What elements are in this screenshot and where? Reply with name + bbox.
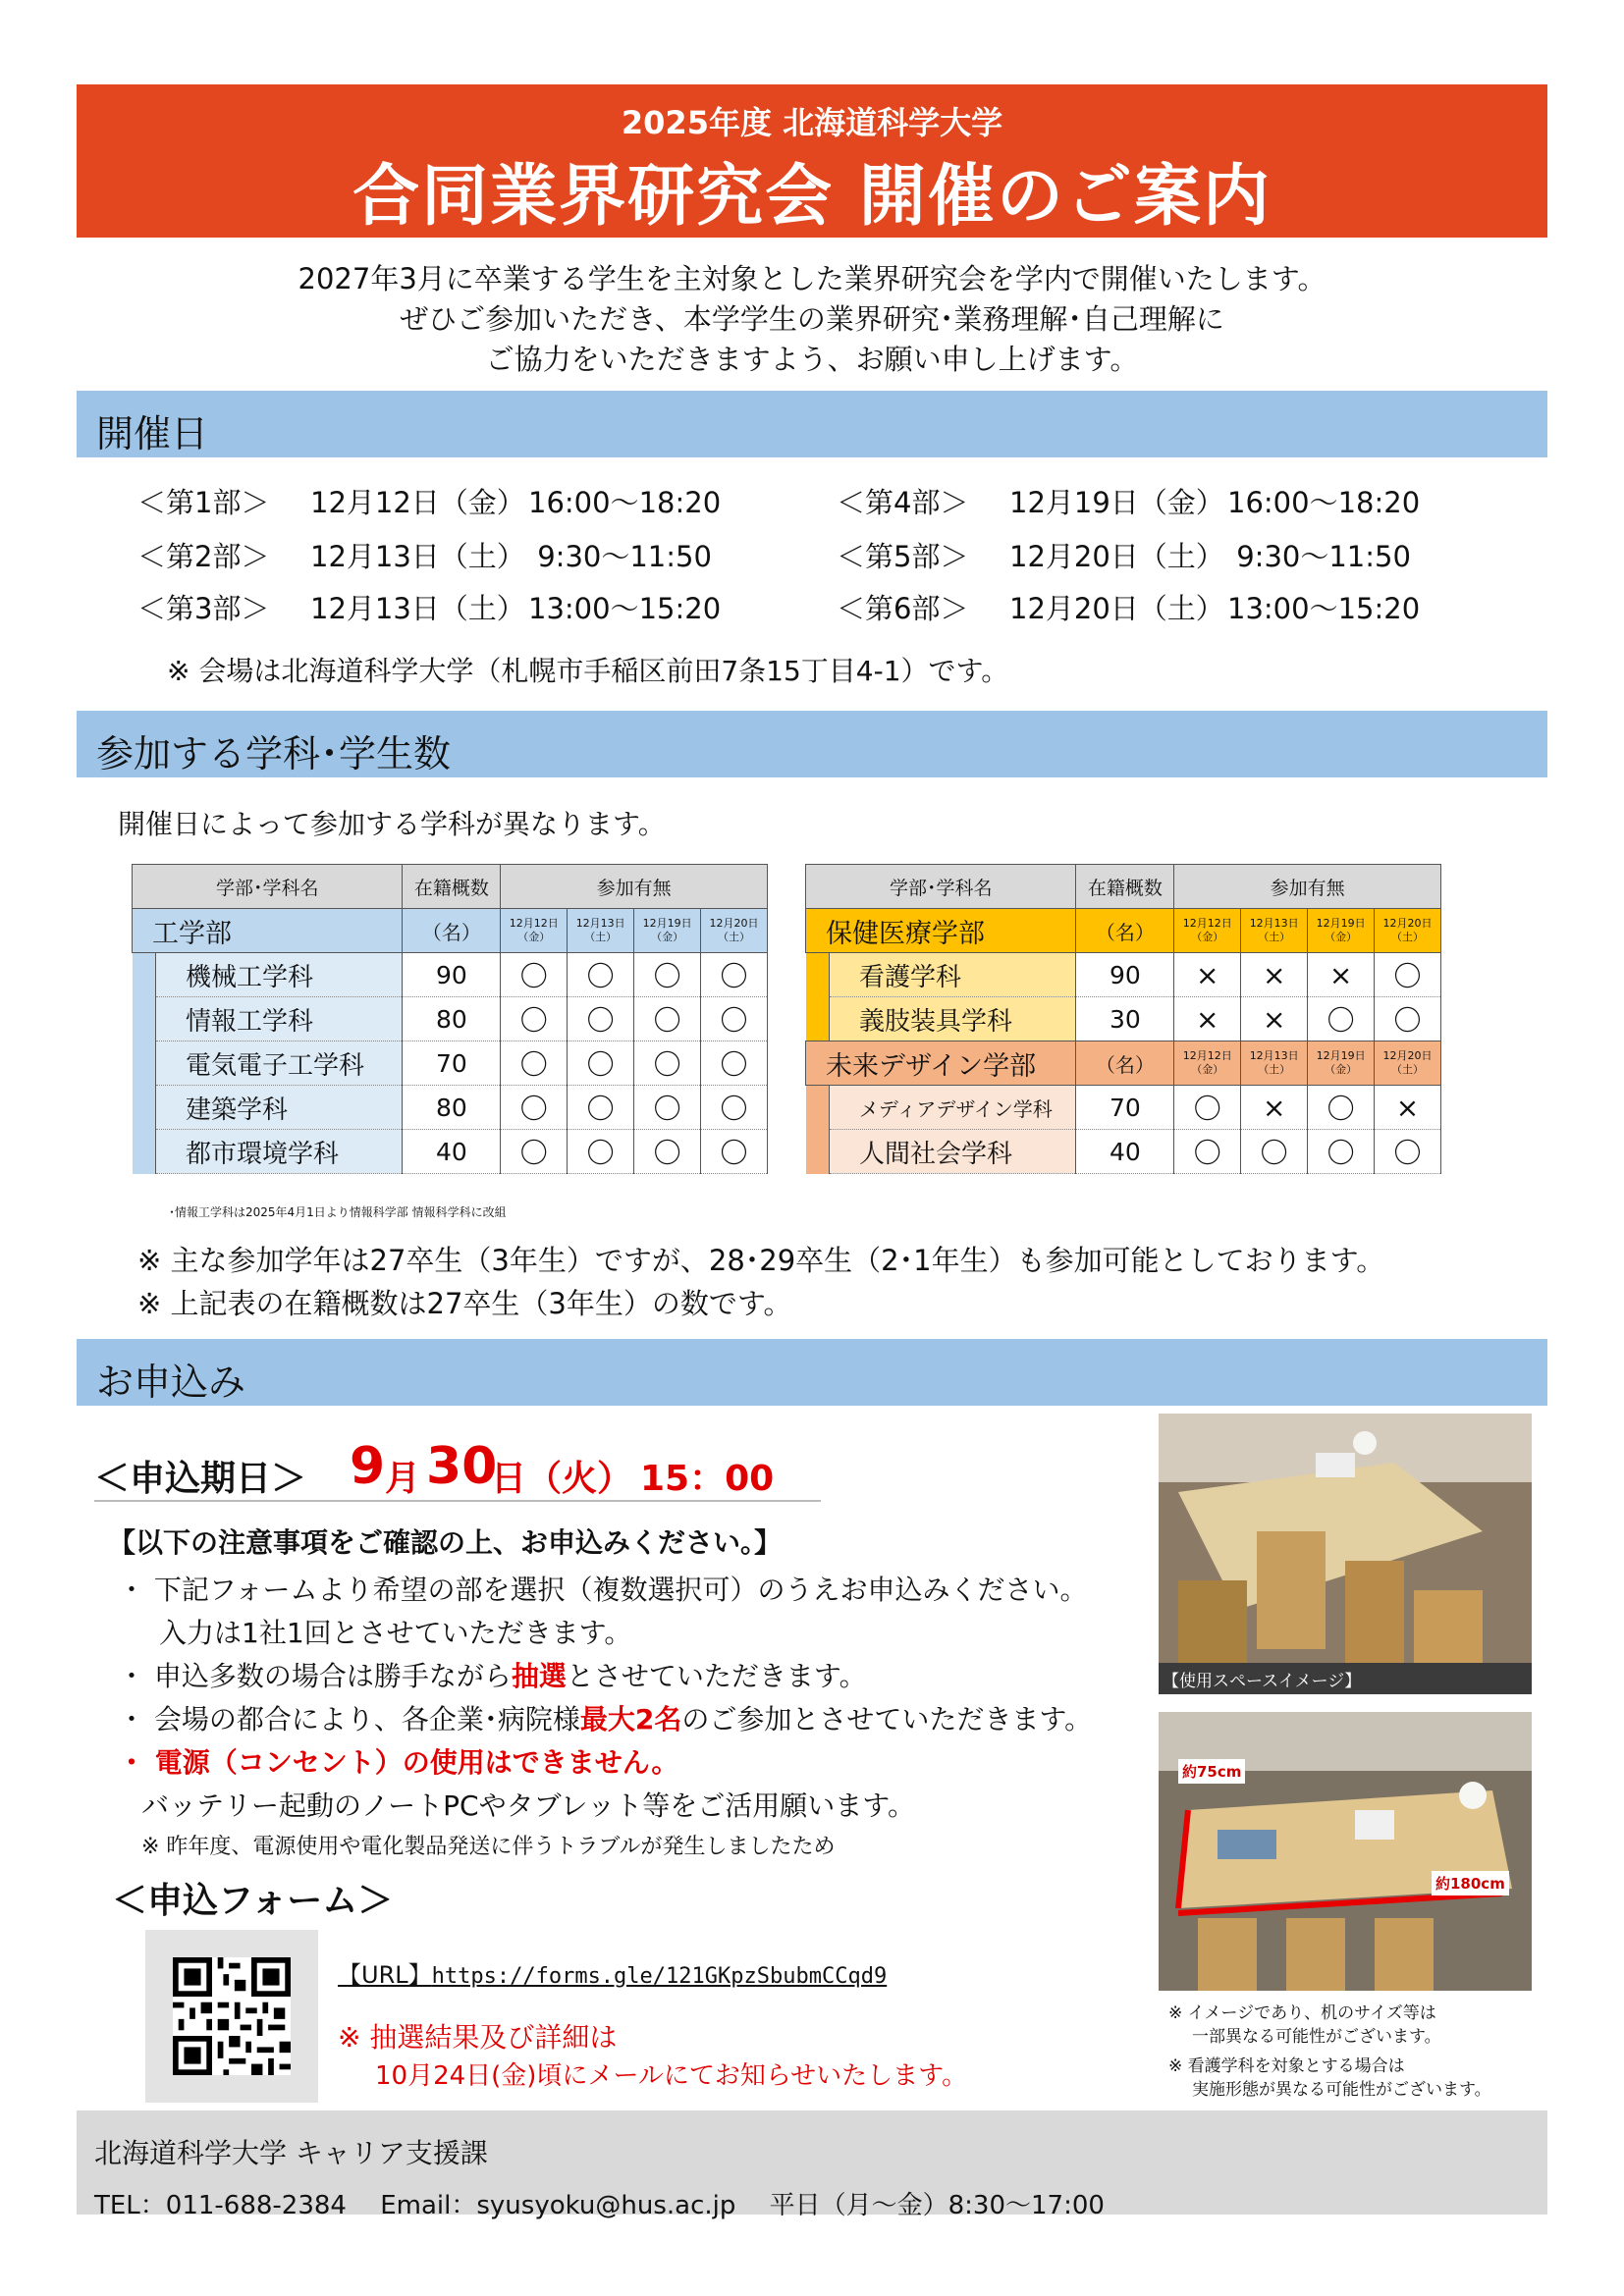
health-design-table (805, 864, 1441, 1174)
venue-note: ※ 会場は北海道科学大学（札幌市手稲区前田7条15丁目4-1）です。 (167, 655, 1009, 687)
date: 12月12日 (1182, 917, 1232, 930)
deadline-day: 30 (426, 1437, 498, 1496)
part-date: 12月19日（金） (1009, 486, 1224, 519)
mark: 〇 (1375, 953, 1441, 997)
footer-contact: TEL：011-688-2384 Email：syusyoku@hus.ac.jp 平日（月～金）8:30～17:00 (94, 2191, 1105, 2220)
deadline (94, 1437, 821, 1502)
table-row (806, 997, 1441, 1041)
mark: 〇 (501, 1041, 568, 1086)
qr-frame (145, 1930, 318, 2103)
date: 12月20日 (1382, 1049, 1433, 1062)
dept-name: 義肢装具学科 (829, 997, 1076, 1041)
date: 12月20日 (1382, 917, 1433, 930)
mark: 〇 (634, 953, 701, 997)
dept-count: 80 (403, 997, 501, 1041)
deadline-time: 15：00 (640, 1459, 775, 1499)
mark: × (1174, 997, 1241, 1041)
photo-note-1: ※ イメージであり、机のサイズ等は (1168, 2003, 1436, 2023)
mark: 〇 (1174, 1130, 1241, 1174)
venue-photo-image (1159, 1414, 1532, 1694)
dept-count: 40 (1076, 1130, 1174, 1174)
mark: 〇 (1241, 1130, 1308, 1174)
small-note: ･情報工学科は2025年4月1日より情報科学部 情報科学科に改組 (169, 1205, 507, 1219)
mark: 〇 (634, 1130, 701, 1174)
section-title: お申込み (96, 1361, 246, 1404)
bullet-4-note: ※ 昨年度、電源使用や電化製品発送に伴うトラブルが発生しましたため (141, 1835, 836, 1859)
part-date: 12月13日（土） (310, 592, 525, 625)
section-dates (77, 391, 1547, 457)
section-departments (77, 711, 1547, 777)
table-row (806, 1130, 1441, 1174)
venue-photo-image (1159, 1712, 1532, 1991)
mark: 〇 (701, 997, 768, 1041)
table-row (133, 1041, 768, 1086)
qr-code-icon[interactable] (173, 1957, 291, 2075)
date-header (1174, 909, 1241, 953)
section-title: 開催日 (96, 412, 209, 455)
date-header (1241, 909, 1308, 953)
dept-count: 70 (403, 1041, 501, 1086)
text: ・ 会場の都合により、各企業･病院様 (118, 1703, 580, 1735)
part-time: 16:00～18:20 (1227, 486, 1421, 519)
deadline-weekday: （火） (526, 1459, 633, 1499)
text: とさせていただきます。 (566, 1660, 867, 1692)
dept-count: 30 (1076, 997, 1174, 1041)
dept-name: 電気電子工学科 (155, 1041, 403, 1086)
weekday: （金） (517, 931, 551, 943)
col-header-participation: 参加有無 (1174, 865, 1441, 909)
part-label: ＜第2部＞ (137, 540, 270, 573)
col-header-count: 在籍概数 (1076, 865, 1174, 909)
faculty-name: 工学部 (133, 909, 403, 953)
banner-subtitle: 2025年度 北海道科学大学 (621, 104, 1003, 141)
weekday: （土） (584, 931, 618, 943)
part-time: 13:00～15:20 (528, 592, 722, 625)
table-row (806, 1086, 1441, 1130)
date-header (501, 909, 568, 953)
dept-count: 80 (403, 1086, 501, 1130)
dept-name: 情報工学科 (155, 997, 403, 1041)
date: 12月13日 (1249, 917, 1299, 930)
emphasis: 抽選 (511, 1660, 567, 1692)
col-header-count: 在籍概数 (403, 865, 501, 909)
mark: 〇 (1308, 1130, 1375, 1174)
mark: 〇 (1375, 1130, 1441, 1174)
dept-count: 40 (403, 1130, 501, 1174)
form-url-row (338, 1955, 887, 1990)
date-header (1375, 909, 1441, 953)
mark: 〇 (1308, 1086, 1375, 1130)
url-label: 【URL】 (338, 1961, 432, 1989)
mark: 〇 (701, 1130, 768, 1174)
mark: 〇 (701, 953, 768, 997)
mark: 〇 (701, 1041, 768, 1086)
weekday: （土） (1391, 1063, 1425, 1076)
part-time: 9:30～11:50 (528, 540, 712, 573)
table-row (806, 953, 1441, 997)
mark: 〇 (501, 1086, 568, 1130)
part-time: 9:30～11:50 (1227, 540, 1411, 573)
intro-line-3: ご協力をいただきますよう、お願い申し上げます。 (485, 343, 1139, 376)
deadline-underline (94, 1500, 821, 1502)
bullet-1: ・ 下記フォームより希望の部を選択（複数選択可）のうえお申込みください。 (118, 1574, 1088, 1606)
mark: × (1241, 953, 1308, 997)
faculty-name: 保健医療学部 (806, 909, 1076, 953)
mark: 〇 (568, 1086, 634, 1130)
table-row (133, 1086, 768, 1130)
date: 12月12日 (509, 917, 559, 930)
weekday: （土） (718, 931, 751, 943)
table-row (133, 997, 768, 1041)
date-header (568, 909, 634, 953)
part-date: 12月20日（土） (1009, 592, 1224, 625)
confirm-heading: 【以下の注意事項をご確認の上、お申込みください。】 (108, 1526, 783, 1559)
dept-name: 都市環境学科 (155, 1130, 403, 1174)
col-header-name: 学部･学科名 (133, 865, 403, 909)
photo-note-2: ※ 看護学科を対象とする場合は (1168, 2056, 1405, 2076)
date-header (1375, 1041, 1441, 1086)
deadline-day-unit: 日 (491, 1459, 527, 1499)
col-header-name: 学部･学科名 (806, 865, 1076, 909)
bullet-3 (118, 1698, 1092, 1737)
part-label: ＜第3部＞ (137, 592, 270, 625)
unit-label: （名） (1076, 909, 1174, 953)
note-line: ※ 上記表の在籍概数は27卒生（3年生）の数です。 (137, 1287, 792, 1320)
date-header (701, 909, 768, 953)
unit-label: （名） (1076, 1041, 1174, 1086)
dept-name: 建築学科 (155, 1086, 403, 1130)
photo-note-1b: 一部異なる可能性がございます。 (1192, 2027, 1441, 2047)
mark: × (1241, 1086, 1308, 1130)
mark: 〇 (568, 953, 634, 997)
table-row (133, 953, 768, 997)
banner-title: 合同業界研究会 開催のご案内 (352, 158, 1272, 236)
date: 12月13日 (575, 917, 625, 930)
date: 12月12日 (1182, 1049, 1232, 1062)
date: 12月13日 (1249, 1049, 1299, 1062)
dept-intro: 開催日によって参加する学科が異なります。 (118, 808, 666, 840)
form-heading: ＜申込フォーム＞ (112, 1881, 394, 1921)
part-label: ＜第6部＞ (837, 592, 969, 625)
dept-name: メディアデザイン学科 (829, 1086, 1076, 1130)
text: ・ 申込多数の場合は勝手ながら (118, 1660, 512, 1692)
mark: 〇 (568, 997, 634, 1041)
intro-line-2: ぜひご参加いただき、本学学生の業界研究･業務理解･自己理解に (400, 302, 1224, 336)
bullet-4-sub: バッテリー起動のノートPCやタブレット等をご活用願います。 (141, 1789, 915, 1822)
bullet-2 (118, 1655, 867, 1694)
part-time: 13:00～15:20 (1227, 592, 1421, 625)
mark: 〇 (501, 1130, 568, 1174)
intro-line-1: 2027年3月に卒業する学生を主対象とした業界研究会を学内で開催いたします。 (298, 262, 1326, 295)
text: のご参加とさせていただきます。 (681, 1703, 1093, 1735)
venue-photo-2 (1159, 1712, 1532, 1991)
photo-caption: 【使用スペースイメージ】 (1163, 1672, 1362, 1691)
venue-photo-1 (1159, 1414, 1532, 1694)
weekday: （金） (1325, 1063, 1358, 1076)
lottery-note-sub: 10月24日(金)頃にメールにてお知らせいたします。 (375, 2061, 968, 2091)
part-date: 12月12日（金） (310, 486, 525, 519)
date-header (1174, 1041, 1241, 1086)
part-label: ＜第1部＞ (137, 486, 270, 519)
mark: 〇 (634, 1041, 701, 1086)
part-label: ＜第5部＞ (837, 540, 969, 573)
mark: 〇 (1375, 997, 1441, 1041)
deadline-month-unit: 月 (385, 1459, 421, 1499)
bullet-1-sub: 入力は1社1回とさせていただきます。 (159, 1617, 632, 1649)
date: 12月19日 (642, 917, 692, 930)
note-line: ※ 主な参加学年は27卒生（3年生）ですが、28･29卒生（2･1年生）も参加可能としております。 (137, 1244, 1385, 1277)
unit-label: （名） (403, 909, 501, 953)
part-time: 16:00～18:20 (528, 486, 722, 519)
faculty-name: 未来デザイン学部 (806, 1041, 1076, 1086)
table-row (133, 1130, 768, 1174)
date-header (634, 909, 701, 953)
mark: × (1174, 953, 1241, 997)
dept-name: 看護学科 (829, 953, 1076, 997)
mark: 〇 (634, 997, 701, 1041)
weekday: （土） (1391, 931, 1425, 943)
col-header-participation: 参加有無 (501, 865, 768, 909)
section-title: 参加する学科･学生数 (96, 732, 452, 775)
part-date: 12月13日（土） (310, 540, 525, 573)
weekday: （土） (1258, 931, 1291, 943)
photo-note-2b: 実施形態が異なる可能性がございます。 (1192, 2080, 1491, 2100)
engineering-table (132, 864, 768, 1174)
weekday: （金） (1325, 931, 1358, 943)
date: 12月19日 (1316, 917, 1366, 930)
weekday: （金） (1191, 931, 1224, 943)
date-header (1241, 1041, 1308, 1086)
mark: 〇 (1308, 997, 1375, 1041)
mark: 〇 (1174, 1086, 1241, 1130)
mark: 〇 (701, 1086, 768, 1130)
mark: × (1241, 997, 1308, 1041)
dept-count: 70 (1076, 1086, 1174, 1130)
lottery-note: ※ 抽選結果及び詳細は (338, 2021, 618, 2054)
dept-name: 機械工学科 (155, 953, 403, 997)
deadline-month: 9 (350, 1437, 386, 1496)
bullet-4: ・ 電源（コンセント）の使用はできません。 (118, 1746, 679, 1779)
dept-count: 90 (403, 953, 501, 997)
dept-name: 人間社会学科 (829, 1130, 1076, 1174)
date: 12月19日 (1316, 1049, 1366, 1062)
weekday: （金） (651, 931, 684, 943)
mark: 〇 (634, 1086, 701, 1130)
section-apply (77, 1339, 1547, 1406)
dept-count: 90 (1076, 953, 1174, 997)
mark: × (1308, 953, 1375, 997)
form-url-link[interactable]: https://forms.gle/121GKpzSbubmCCqd9 (431, 1964, 888, 1989)
deadline-label: ＜申込期日＞ (94, 1459, 307, 1499)
footer-org: 北海道科学大学 キャリア支援課 (94, 2137, 488, 2169)
part-label: ＜第4部＞ (837, 486, 969, 519)
date-header (1308, 1041, 1375, 1086)
mark: 〇 (568, 1130, 634, 1174)
part-date: 12月20日（土） (1009, 540, 1224, 573)
dimension-label-width: 約180cm (1432, 1871, 1509, 1896)
weekday: （金） (1191, 1063, 1224, 1076)
mark: × (1375, 1086, 1441, 1130)
date: 12月20日 (709, 917, 759, 930)
title-banner (77, 84, 1547, 238)
emphasis: 最大2名 (579, 1703, 682, 1735)
mark: 〇 (501, 953, 568, 997)
dimension-label-depth: 約75cm (1178, 1759, 1245, 1784)
mark: 〇 (568, 1041, 634, 1086)
weekday: （土） (1258, 1063, 1291, 1076)
mark: 〇 (501, 997, 568, 1041)
date-header (1308, 909, 1375, 953)
